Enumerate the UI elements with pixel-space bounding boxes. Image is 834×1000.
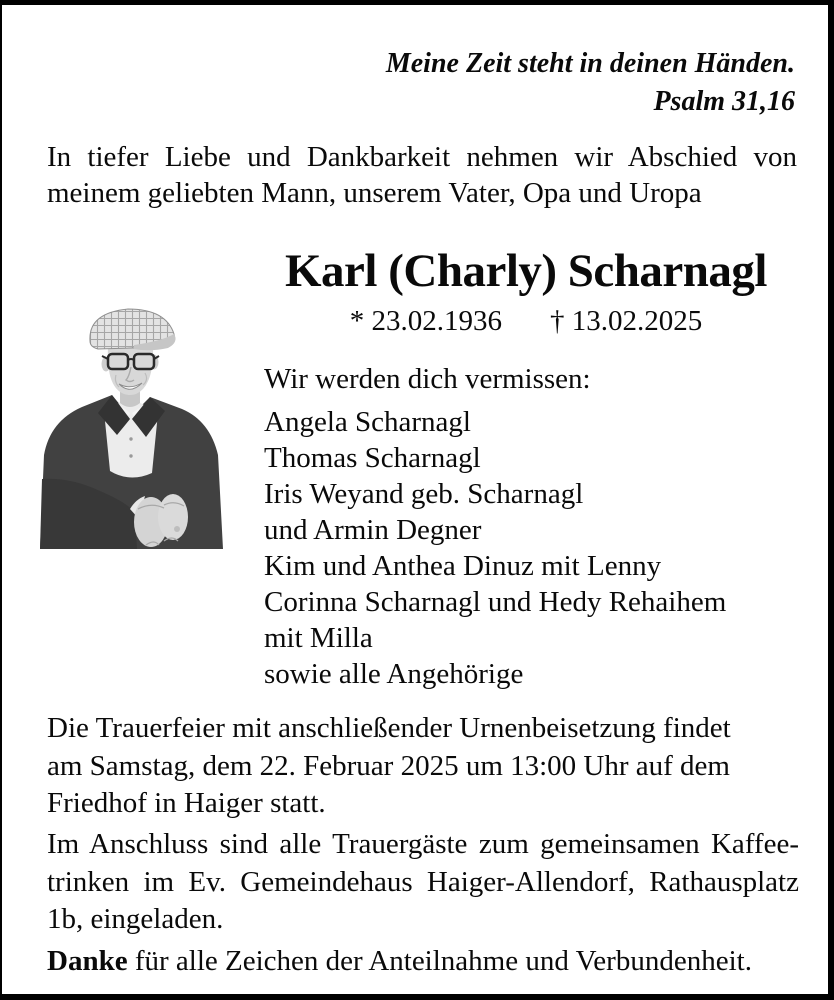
mourner-name: mit Milla xyxy=(264,622,373,654)
portrait-photo xyxy=(38,301,224,549)
mourner-name: Iris Weyand geb. Scharnagl xyxy=(264,478,584,510)
mourner-name: sowie alle Angehörige xyxy=(264,658,524,690)
mourner-name: Angela Scharnagl xyxy=(264,406,471,438)
thanks-bold-word: Danke xyxy=(47,945,128,977)
funeral-line: Die Trauerfeier mit anschließender Urnenbeisetzung findet xyxy=(47,712,731,744)
birth-date: * 23.02.1936 xyxy=(349,305,502,337)
portrait-photo-illustration xyxy=(38,301,224,549)
reception-line: trinken im Ev. Gemeindehaus Haiger-Allendorf, Rathausplatz xyxy=(47,865,799,898)
death-date: † 13.02.2025 xyxy=(550,305,703,337)
funeral-line: am Samstag, dem 22. Februar 2025 um 13:00 Uhr auf dem xyxy=(47,749,730,782)
mourner-name: Thomas Scharnagl xyxy=(264,442,481,474)
deceased-header xyxy=(252,243,800,337)
intro-line: In tiefer Liebe und Dankbarkeit nehmen wir Abschied von xyxy=(47,141,797,173)
life-dates xyxy=(252,305,800,337)
mourners-intro: Wir werden dich vermissen: xyxy=(264,363,591,395)
mourner-name: und Armin Degner xyxy=(264,514,482,546)
mourner-name: Kim und Anthea Dinuz mit Lenny xyxy=(264,550,662,582)
reception-line: Im Anschluss sind alle Trauergäste zum gemeinsamen Kaffee- xyxy=(47,828,799,860)
psalm-reference: Psalm 31,16 xyxy=(653,86,795,117)
thanks-rest: für alle Zeichen der Anteilnahme und Verbundenheit. xyxy=(127,945,752,977)
mourner-name: Corinna Scharnagl und Hedy Rehaihem xyxy=(264,586,727,618)
intro-line: meinem geliebten Mann, unserem Vater, Opa und Uropa xyxy=(47,177,702,209)
reception-line: 1b, eingeladen. xyxy=(47,903,224,935)
thanks-line xyxy=(47,943,799,981)
mourners-list xyxy=(264,361,726,692)
quote-line: Meine Zeit steht in deinen Händen. xyxy=(385,48,795,79)
intro-paragraph xyxy=(47,139,797,211)
bible-quote xyxy=(386,45,795,121)
funeral-details-paragraph xyxy=(47,710,799,823)
deceased-name: Karl (Charly) Scharnagl xyxy=(285,245,767,297)
reception-details-paragraph xyxy=(47,826,799,939)
funeral-line: Friedhof in Haiger statt. xyxy=(47,787,326,819)
